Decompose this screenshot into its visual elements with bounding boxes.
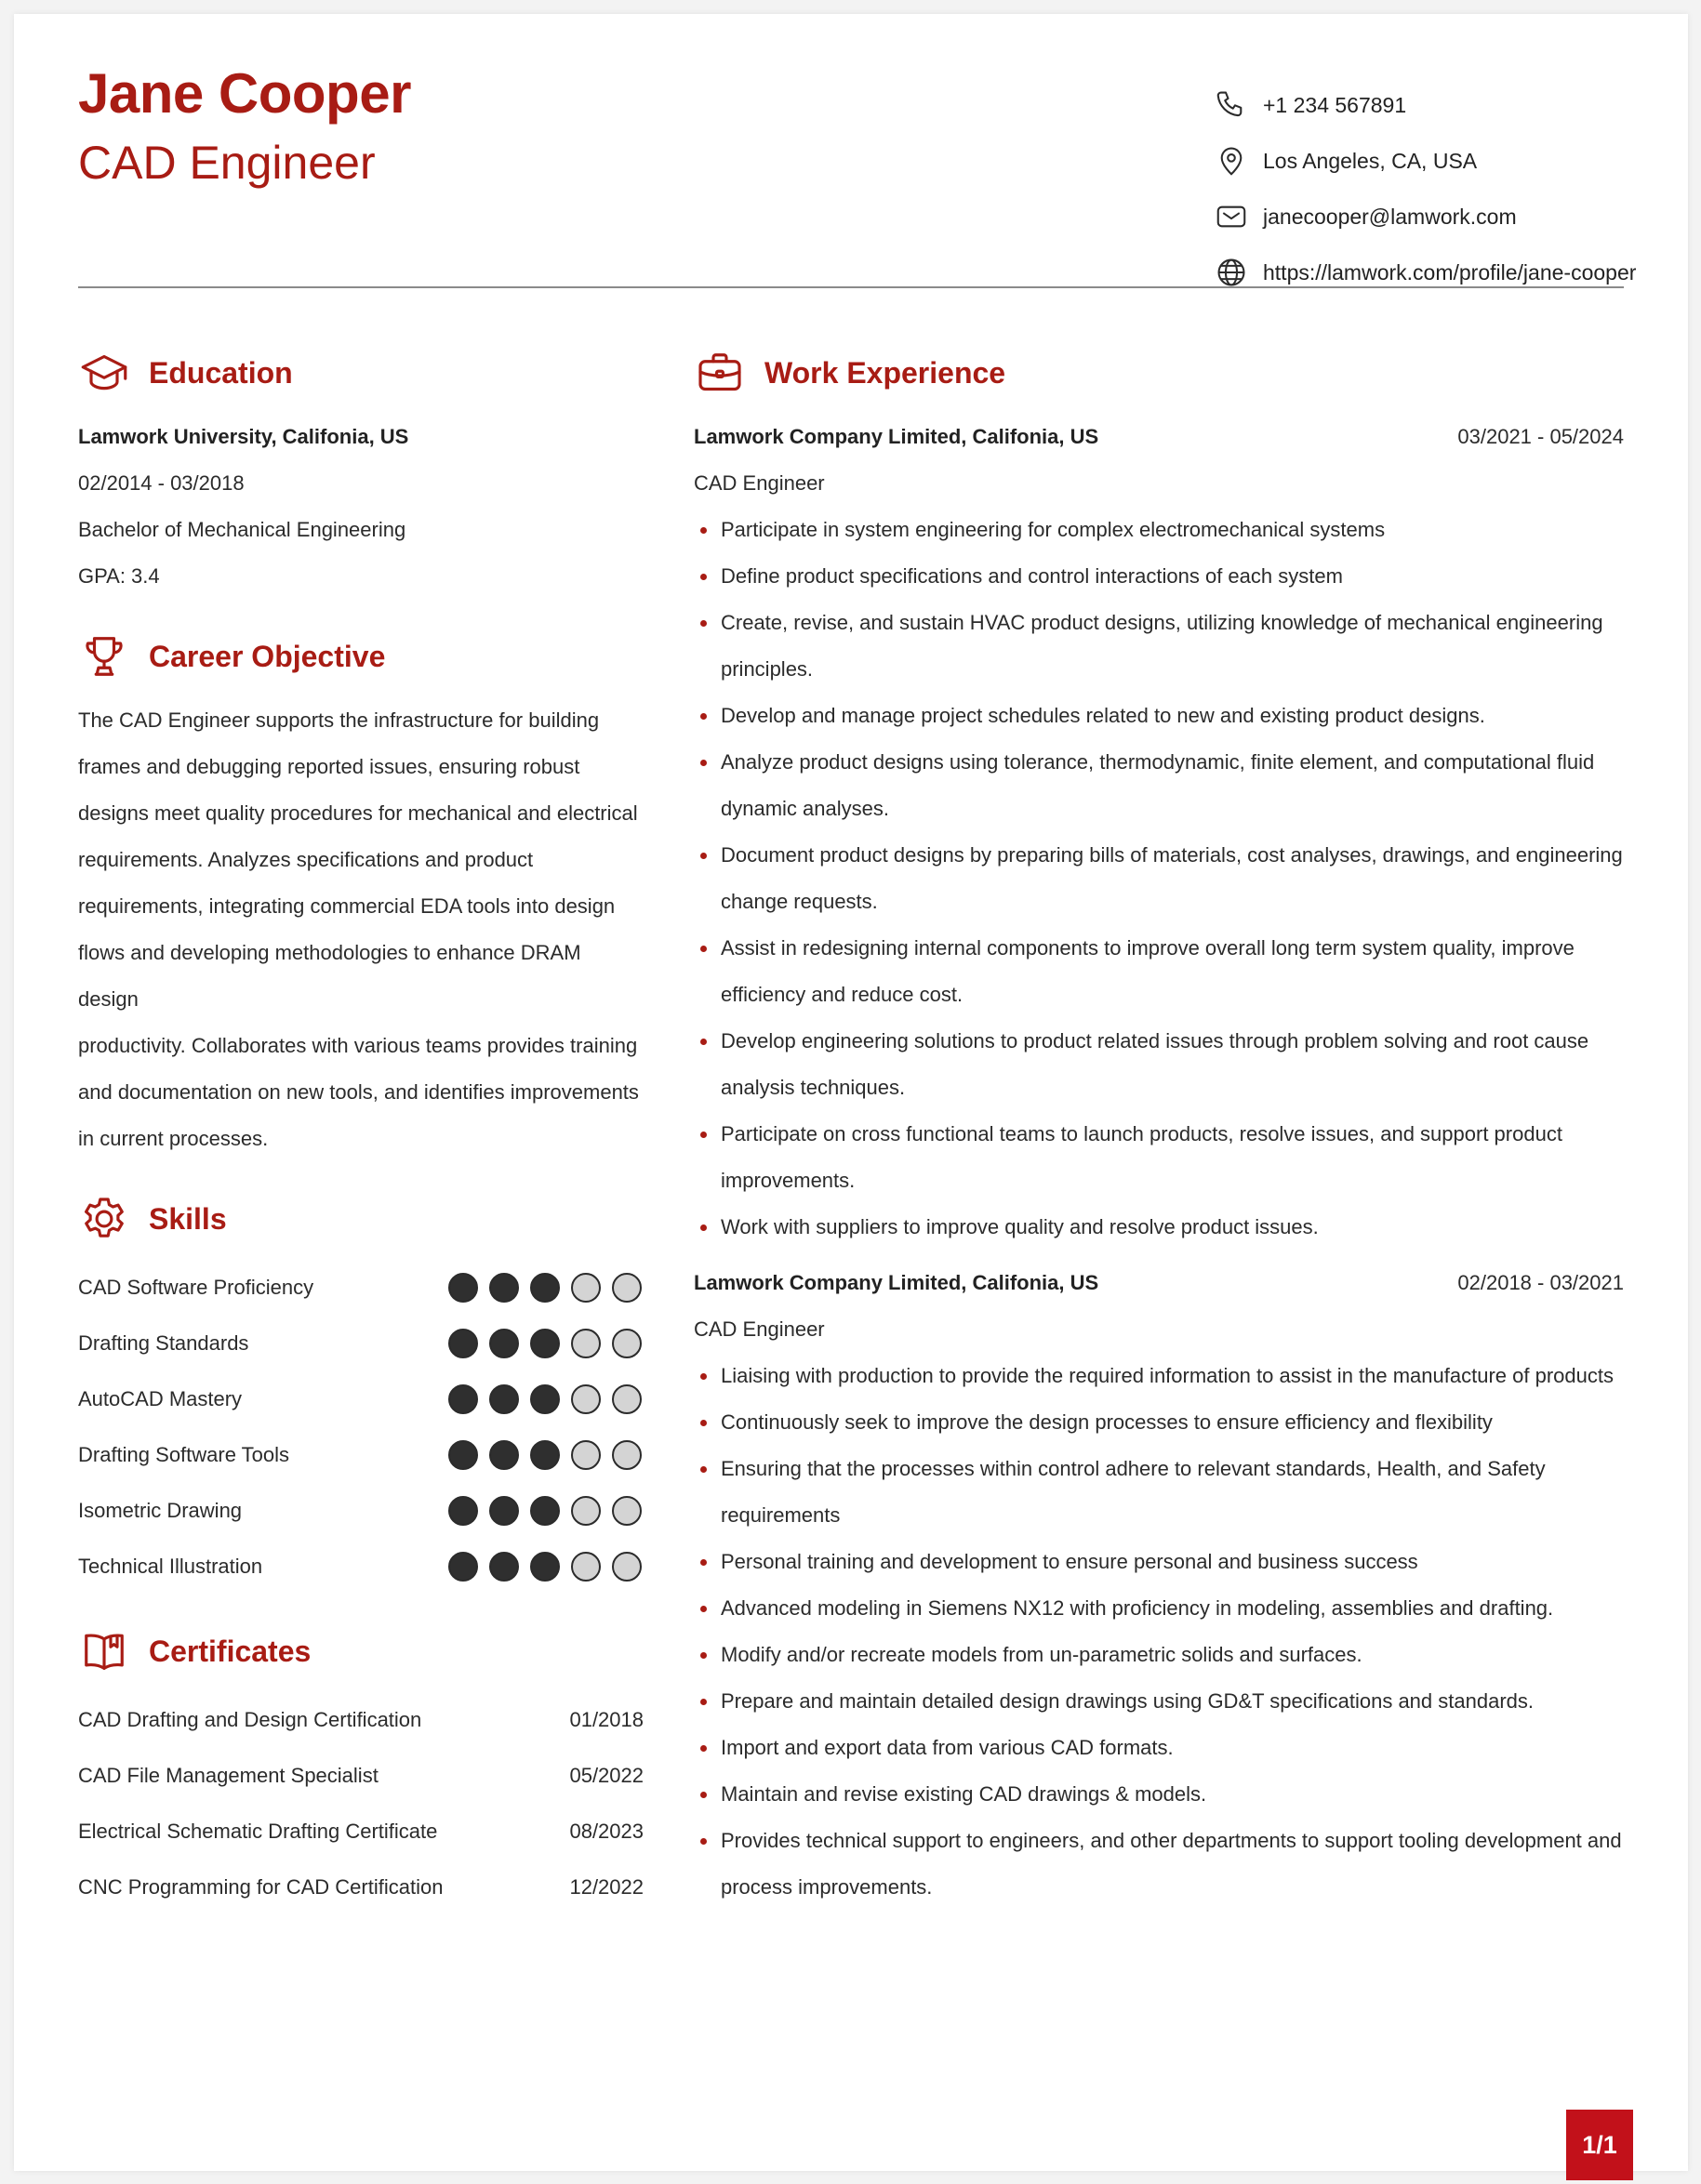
job-bullet <box>694 1353 1624 1399</box>
job-bullet <box>694 693 1624 739</box>
skill-rating <box>448 1329 642 1358</box>
experience-heading <box>694 341 1624 404</box>
header-divider <box>78 286 1624 288</box>
job-bullet <box>694 1771 1624 1818</box>
job-bullet-line: Ensuring that the processes within control adhere to relevant standards, Health, and Safety <box>721 1457 1546 1480</box>
experience-title: Work Experience <box>764 355 1006 390</box>
objective-heading <box>78 625 645 688</box>
job-bullet-line: Continuously seek to improve the design processes to ensure efficiency and flexibility <box>721 1410 1493 1434</box>
job-bullet-line: Participate in system engineering for complex electromechanical systems <box>721 518 1386 541</box>
job-bullets <box>694 507 1624 1251</box>
objective-line: The CAD Engineer supports the infrastructure for building <box>78 708 600 732</box>
job-bullet <box>694 1018 1624 1111</box>
certificate-name: CAD File Management Specialist <box>78 1764 379 1787</box>
contact-location <box>1214 133 1636 189</box>
objective-line: requirements, integrating commercial EDA tools into design <box>78 894 616 918</box>
job-entry <box>694 1260 1624 1911</box>
job-bullet <box>694 925 1624 1018</box>
certificate-date: 08/2023 <box>569 1820 644 1843</box>
skill-dot-filled <box>448 1273 478 1303</box>
skill-dot-filled <box>530 1440 560 1470</box>
skill-dot-empty <box>571 1552 601 1582</box>
contact-location-text: Los Angeles, CA, USA <box>1263 148 1478 173</box>
certificate-row <box>78 1748 644 1804</box>
job-header <box>694 414 1624 460</box>
contact-website-text[interactable]: https://lamwork.com/profile/jane-cooper <box>1263 259 1637 285</box>
objective-line: productivity. Collaborates with various teams provides training <box>78 1034 638 1057</box>
job-bullet-line: Document product designs by preparing bills of materials, cost analyses, drawings, and engineering <box>721 843 1623 867</box>
skill-dot-filled <box>530 1552 560 1582</box>
job-bullet-line: Develop engineering solutions to product related issues through problem solving and root cause <box>721 1029 1589 1052</box>
skill-dot-empty <box>612 1496 642 1526</box>
job-bullet-line: Develop and manage project schedules related to new and existing product designs. <box>721 704 1485 727</box>
skill-dot-filled <box>489 1440 519 1470</box>
job-bullet-line: change requests. <box>721 890 878 913</box>
skill-dot-filled <box>489 1552 519 1582</box>
skill-row <box>78 1371 642 1427</box>
job-bullet-line: Personal training and development to ensure personal and business success <box>721 1550 1418 1573</box>
skill-row <box>78 1483 642 1539</box>
skill-dot-empty <box>571 1384 601 1414</box>
certificates-list <box>78 1692 645 1915</box>
job-bullet <box>694 1539 1624 1585</box>
certificate-row <box>78 1860 644 1915</box>
skill-rating <box>448 1440 642 1470</box>
contact-email-text[interactable]: janecooper@lamwork.com <box>1263 204 1517 229</box>
skill-dot-empty <box>612 1384 642 1414</box>
job-bullet-line: Create, revise, and sustain HVAC product designs, utilizing knowledge of mechanical engineering <box>721 611 1603 634</box>
skill-name: Drafting Software Tools <box>78 1443 290 1466</box>
job-bullet-line: Liaising with production to provide the required information to assist in the manufacture of products <box>721 1364 1614 1387</box>
skill-rating <box>448 1384 642 1414</box>
skill-row <box>78 1260 642 1316</box>
certificate-name: CAD Drafting and Design Certification <box>78 1708 422 1731</box>
skill-dot-filled <box>530 1384 560 1414</box>
job-header <box>694 1260 1624 1306</box>
job-bullet <box>694 739 1624 832</box>
job-bullet-line: Define product specifications and control interactions of each system <box>721 564 1343 588</box>
job-bullet-line: Maintain and revise existing CAD drawings & models. <box>721 1782 1207 1806</box>
job-bullet-line: Advanced modeling in Siemens NX12 with proficiency in modeling, assemblies and drafting. <box>721 1596 1554 1620</box>
certificate-row <box>78 1692 644 1748</box>
gear-icon <box>78 1193 130 1245</box>
certificate-date: 05/2022 <box>569 1764 644 1787</box>
contact-phone <box>1214 77 1636 133</box>
job-bullet-line: process improvements. <box>721 1875 933 1899</box>
job-position: CAD Engineer <box>694 471 825 495</box>
skill-rating <box>448 1273 642 1303</box>
job-bullet <box>694 1725 1624 1771</box>
job-bullet <box>694 1678 1624 1725</box>
job-bullet-line: Assist in redesigning internal components to improve overall long term system quality, improve <box>721 936 1575 960</box>
left-column <box>78 341 645 1915</box>
skill-dot-filled <box>448 1384 478 1414</box>
job-bullet-line: principles. <box>721 657 814 681</box>
book-icon <box>78 1625 130 1677</box>
skill-name: Isometric Drawing <box>78 1499 243 1522</box>
education-dates: 02/2014 - 03/2018 <box>78 471 245 495</box>
contact-phone-text: +1 234 567891 <box>1263 92 1407 117</box>
globe-icon <box>1214 255 1249 290</box>
skill-dot-filled <box>489 1384 519 1414</box>
job-bullet <box>694 1632 1624 1678</box>
resume-page <box>14 14 1688 2171</box>
skill-name: CAD Software Proficiency <box>78 1276 314 1299</box>
objective-line: in current processes. <box>78 1127 269 1150</box>
job-bullet-line: efficiency and reduce cost. <box>721 983 963 1006</box>
skill-row <box>78 1539 642 1595</box>
skill-name: Drafting Standards <box>78 1331 249 1355</box>
certificate-date: 12/2022 <box>569 1875 644 1899</box>
candidate-name: Jane Cooper <box>78 62 411 125</box>
job-bullet <box>694 1399 1624 1446</box>
job-bullet <box>694 553 1624 600</box>
certificate-name: Electrical Schematic Drafting Certificate <box>78 1820 438 1843</box>
skill-dot-empty <box>612 1440 642 1470</box>
skill-dot-filled <box>448 1440 478 1470</box>
certificates-title: Certificates <box>149 1634 312 1668</box>
certificate-name: CNC Programming for CAD Certification <box>78 1875 444 1899</box>
briefcase-icon <box>694 347 746 399</box>
education-heading <box>78 341 645 404</box>
skill-dot-filled <box>530 1273 560 1303</box>
right-column <box>694 341 1624 1911</box>
job-company: Lamwork Company Limited, Califonia, US <box>694 1271 1099 1294</box>
skills-heading <box>78 1187 645 1251</box>
contact-email <box>1214 189 1636 245</box>
job-dates: 03/2021 - 05/2024 <box>1457 425 1624 448</box>
skill-dot-filled <box>530 1329 560 1358</box>
job-bullets <box>694 1353 1624 1911</box>
phone-icon <box>1214 87 1249 123</box>
skill-row <box>78 1427 642 1483</box>
page-indicator[interactable]: 1/1 <box>1566 2110 1633 2180</box>
job-bullet <box>694 1585 1624 1632</box>
certificates-heading <box>78 1620 645 1683</box>
job-bullet <box>694 507 1624 553</box>
education-degree: Bachelor of Mechanical Engineering <box>78 518 406 541</box>
skill-dot-empty <box>612 1552 642 1582</box>
objective-line: frames and debugging reported issues, ensuring robust <box>78 755 580 778</box>
certificate-date: 01/2018 <box>569 1708 644 1731</box>
job-company: Lamwork Company Limited, Califonia, US <box>694 425 1099 448</box>
objective-line: requirements. Analyzes specifications and product <box>78 848 534 871</box>
education-gpa: GPA: 3.4 <box>78 564 160 588</box>
education-school: Lamwork University, Califonia, US <box>78 425 409 448</box>
skills-list <box>78 1260 645 1595</box>
skill-dot-empty <box>612 1329 642 1358</box>
job-position: CAD Engineer <box>694 1317 825 1341</box>
job-bullet-line: Work with suppliers to improve quality and resolve product issues. <box>721 1215 1319 1238</box>
objective-line: designs meet quality procedures for mechanical and electrical <box>78 801 638 825</box>
graduation-cap-icon <box>78 347 130 399</box>
objective-text <box>78 697 645 1162</box>
job-entry <box>694 414 1624 1251</box>
skills-title: Skills <box>149 1201 227 1236</box>
contact-list <box>1214 77 1636 300</box>
objective-line: flows and developing methodologies to enhance DRAM design <box>78 941 581 1011</box>
skill-dot-empty <box>571 1440 601 1470</box>
candidate-role: CAD Engineer <box>78 137 376 189</box>
skill-rating <box>448 1496 642 1526</box>
job-bullet-line: Provides technical support to engineers, and other departments to support tooling development and <box>721 1829 1622 1852</box>
job-bullet-line: Participate on cross functional teams to launch products, resolve issues, and support product <box>721 1122 1562 1145</box>
job-bullet-line: Prepare and maintain detailed design drawings using GD&T specifications and standards. <box>721 1689 1534 1713</box>
education-title: Education <box>149 355 293 390</box>
skill-dot-filled <box>448 1329 478 1358</box>
skill-dot-empty <box>571 1496 601 1526</box>
job-bullet <box>694 1446 1624 1539</box>
skill-dot-filled <box>489 1329 519 1358</box>
skill-dot-empty <box>571 1329 601 1358</box>
job-bullet-line: Analyze product designs using tolerance, thermodynamic, finite element, and computational fluid <box>721 750 1595 774</box>
skill-rating <box>448 1552 642 1582</box>
skill-dot-filled <box>448 1496 478 1526</box>
job-bullet-line: improvements. <box>721 1169 856 1192</box>
skill-row <box>78 1316 642 1371</box>
job-bullet-line: analysis techniques. <box>721 1076 906 1099</box>
job-bullet <box>694 600 1624 693</box>
objective-line: and documentation on new tools, and identifies improvements <box>78 1080 639 1104</box>
skill-dot-empty <box>612 1273 642 1303</box>
skill-dot-filled <box>530 1496 560 1526</box>
job-bullet-line: Modify and/or recreate models from un-parametric solids and surfaces. <box>721 1643 1362 1666</box>
email-icon <box>1214 199 1249 234</box>
skill-dot-filled <box>448 1552 478 1582</box>
job-bullet-line: requirements <box>721 1503 841 1527</box>
skill-dot-empty <box>571 1273 601 1303</box>
job-bullet <box>694 1111 1624 1204</box>
skill-dot-filled <box>489 1273 519 1303</box>
contact-website <box>1214 245 1636 300</box>
trophy-icon <box>78 630 130 682</box>
skill-name: Technical Illustration <box>78 1555 263 1578</box>
skill-dot-filled <box>489 1496 519 1526</box>
job-bullet <box>694 832 1624 925</box>
certificate-row <box>78 1804 644 1860</box>
job-bullet <box>694 1204 1624 1251</box>
objective-title: Career Objective <box>149 639 386 673</box>
skill-name: AutoCAD Mastery <box>78 1387 243 1410</box>
location-icon <box>1214 143 1249 179</box>
job-bullet-line: Import and export data from various CAD formats. <box>721 1736 1174 1759</box>
job-dates: 02/2018 - 03/2021 <box>1457 1271 1624 1294</box>
job-bullet <box>694 1818 1624 1911</box>
job-bullet-line: dynamic analyses. <box>721 797 889 820</box>
